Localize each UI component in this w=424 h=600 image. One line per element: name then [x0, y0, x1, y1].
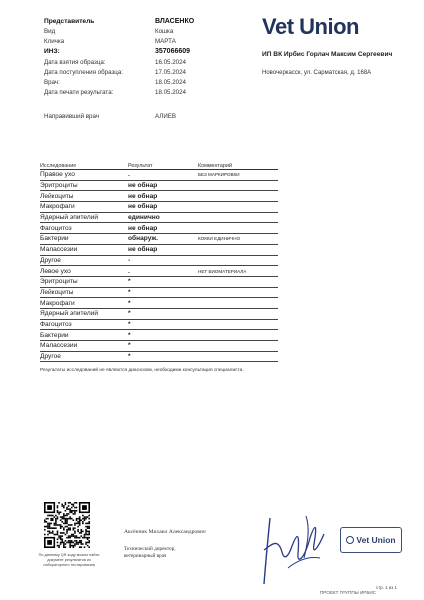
result-comment: [198, 202, 278, 213]
result-name: Фагоцитоз: [40, 319, 128, 330]
result-comment: [198, 223, 278, 234]
result-value: не обнар: [128, 180, 198, 191]
result-value: не обнар: [128, 223, 198, 234]
qr-code: [44, 502, 90, 548]
info-value-nickname: МАРТА: [155, 38, 176, 45]
clinic-address: Новочеркасск, ул. Сарматская, д. 168А: [262, 70, 372, 76]
result-value: не обнар: [128, 244, 198, 255]
result-name: Другое: [40, 255, 128, 266]
result-value: -: [128, 255, 198, 266]
table-row: [40, 223, 278, 234]
stamp-text: Vet Union: [356, 535, 396, 545]
result-comment: [198, 212, 278, 223]
result-value: не обнар: [128, 202, 198, 213]
info-label-inz: ИНЗ:: [44, 48, 60, 55]
result-comment: [198, 319, 278, 330]
info-label-doctor: Врач:: [44, 79, 60, 86]
result-comment: [198, 191, 278, 202]
result-name: Малассезии: [40, 341, 128, 352]
signer-name: Аксёнчик Михаил Александрович: [124, 529, 206, 535]
result-name: Эритроциты: [40, 276, 128, 287]
table-row: [40, 330, 278, 341]
info-value-sample-date: 16.05.2024: [155, 59, 186, 66]
result-name: Ядерный эпителий: [40, 308, 128, 319]
result-comment: [198, 180, 278, 191]
header-result: Результат: [128, 161, 198, 170]
referring-doctor-value: АЛИЕВ: [155, 113, 177, 120]
info-value-arrival-date: 17.05.2024: [155, 69, 186, 76]
info-value-representative: ВЛАСЕНКО: [155, 18, 195, 25]
result-comment: [198, 351, 278, 362]
table-row: [40, 180, 278, 191]
vet-union-stamp: [340, 527, 402, 553]
clinic-name: ИП ВК Ирбис Горлач Максим Сергеевич: [262, 51, 393, 58]
info-value-print-date: 18.05.2024: [155, 89, 186, 96]
result-comment: [198, 255, 278, 266]
result-comment: НЕТ БИОМАТЕРИАЛА: [198, 266, 278, 277]
result-value: обнаруж.: [128, 234, 198, 245]
result-value: *: [128, 276, 198, 287]
result-value: единично: [128, 212, 198, 223]
info-value-inz: 357066609: [155, 48, 191, 55]
signer-title: Технический директор, ветеринарный врач: [124, 546, 176, 559]
info-label-species: Вид: [44, 28, 56, 35]
info-label-print-date: Дата печати результата:: [44, 89, 114, 96]
header-investigation: Исследование: [40, 161, 128, 170]
result-value: *: [128, 298, 198, 309]
result-value: не обнар: [128, 191, 198, 202]
info-value-species: Кошка: [155, 28, 174, 35]
result-name: Ядерный эпителий: [40, 212, 128, 223]
results-table: [40, 161, 278, 362]
result-comment: [198, 287, 278, 298]
table-row: [40, 191, 278, 202]
table-row: [40, 202, 278, 213]
result-value: *: [128, 308, 198, 319]
result-value: *: [128, 319, 198, 330]
table-row: [40, 308, 278, 319]
table-row: [40, 234, 278, 245]
result-name: Макрофаги: [40, 202, 128, 213]
table-row: [40, 266, 278, 277]
result-name: Макрофаги: [40, 298, 128, 309]
result-name: Бактерии: [40, 234, 128, 245]
result-comment: [198, 330, 278, 341]
result-value: .: [128, 266, 198, 277]
info-label-representative: Представитель: [44, 18, 95, 25]
result-name: Другое: [40, 351, 128, 362]
vet-union-logo: Vet Union: [262, 14, 359, 39]
result-name: Бактерии: [40, 330, 128, 341]
table-header-row: [40, 161, 278, 170]
result-value: *: [128, 330, 198, 341]
result-value: *: [128, 341, 198, 352]
result-name: Левое ухо: [40, 266, 128, 277]
result-name: Лейкоциты: [40, 191, 128, 202]
table-row: [40, 276, 278, 287]
table-row: [40, 170, 278, 181]
table-row: [40, 298, 278, 309]
result-name: Правое ухо: [40, 170, 128, 181]
referring-doctor-label: Направивший врач: [44, 113, 100, 120]
info-label-nickname: Кличка: [44, 38, 65, 45]
table-row: [40, 255, 278, 266]
table-row: [40, 212, 278, 223]
qr-caption: По данному QR-коду можно найти документ результатов из лабораторного тестирования: [38, 553, 100, 567]
info-value-doctor: 18.05.2024: [155, 79, 186, 86]
disclaimer-note: Результаты исследований не являются диагнозом, необходима консультация специалиста.: [40, 368, 244, 373]
info-label-arrival-date: Дата поступления образца:: [44, 69, 123, 76]
footer-group: ПРОЕКТ ГРУППЫ ИРБИС: [320, 590, 376, 595]
result-comment: КОККИ ЕДИНИЧНО: [198, 234, 278, 245]
result-comment: [198, 244, 278, 255]
result-comment: [198, 308, 278, 319]
result-comment: [198, 341, 278, 352]
result-name: Малассезии: [40, 244, 128, 255]
table-row: [40, 244, 278, 255]
result-name: Фагоцитоз: [40, 223, 128, 234]
result-comment: [198, 276, 278, 287]
result-value: *: [128, 287, 198, 298]
header-comment: Комментарий: [198, 161, 278, 170]
result-comment: БЕЗ МАРКИРОВКИ: [198, 170, 278, 181]
result-value: .: [128, 170, 198, 181]
table-row: [40, 351, 278, 362]
result-value: *: [128, 351, 198, 362]
table-row: [40, 319, 278, 330]
result-comment: [198, 298, 278, 309]
page-number: стр. 1 из 1: [376, 585, 397, 590]
signature: [248, 498, 338, 590]
info-label-sample-date: Дата взятия образца:: [44, 59, 106, 66]
table-row: [40, 287, 278, 298]
result-name: Лейкоциты: [40, 287, 128, 298]
result-name: Эритроциты: [40, 180, 128, 191]
table-row: [40, 341, 278, 352]
stamp-circle-icon: [346, 536, 354, 544]
